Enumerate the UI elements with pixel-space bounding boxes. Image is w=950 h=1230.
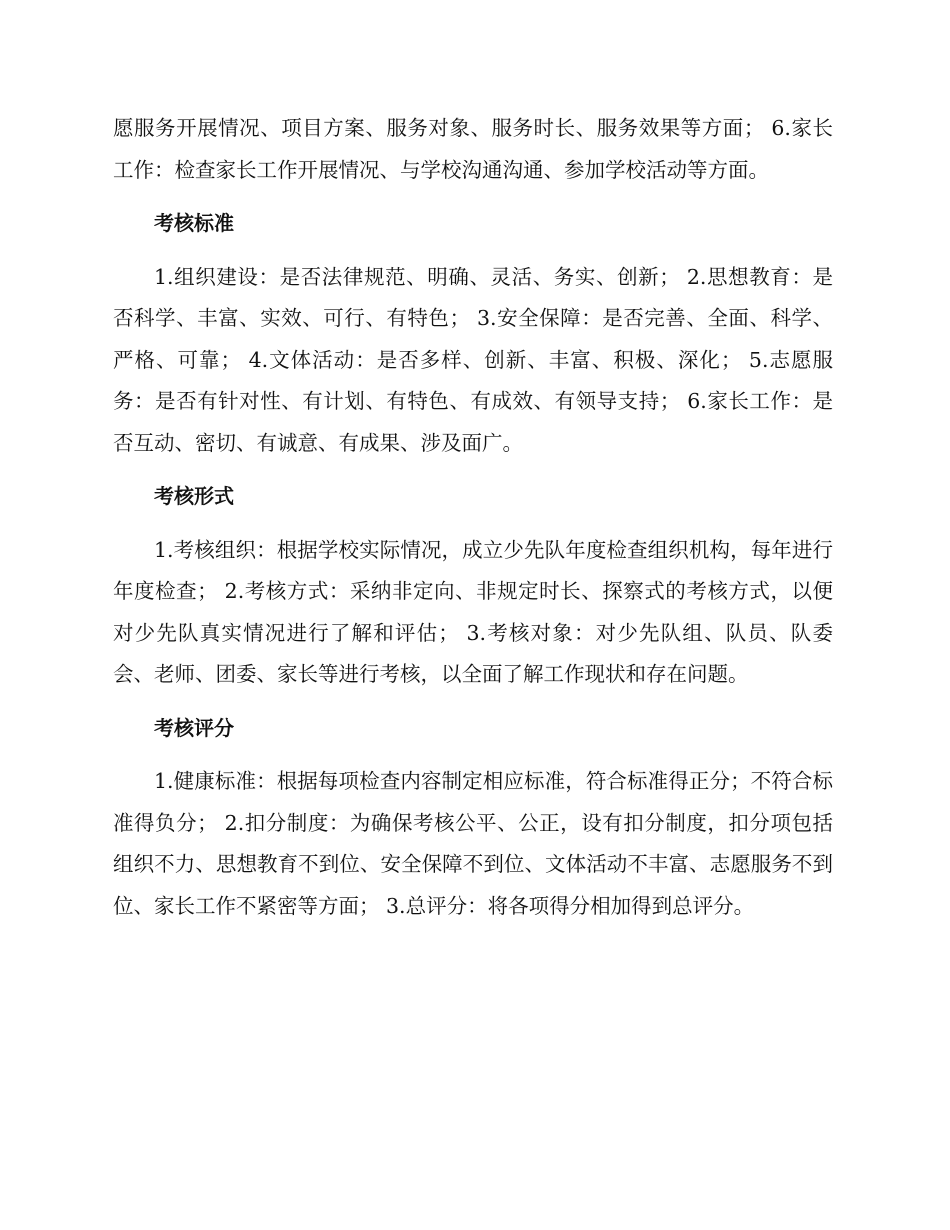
document-page	[113, 108, 833, 927]
intro-paragraph: 愿服务开展情况、项目方案、服务对象、服务时长、服务效果等方面； 6.家长工作：检查家长工作开展情况、与学校沟通沟通、参加学校活动等方面。	[113, 116, 833, 182]
section-body-format: 1.考核组织：根据学校实际情况，成立少先队年度检查组织机构，每年进行年度检查； 2.考核方式：采纳非定向、非规定时长、探察式的考核方式，以便对少先队真实情况进行了解和评估； 3.考核对象：对少先队组、队员、队委会、老师、团委、家长等进行考核，以全面了解工作现状和存在问题。	[113, 537, 833, 686]
section-body-standards: 1.组织建设：是否法律规范、明确、灵活、务实、创新； 2.思想教育：是否科学、丰富、实效、可行、有特色； 3.安全保障：是否完善、全面、科学、严格、可靠； 4.文体活动：是否多样、创新、丰富、积极、深化； 5.志愿服务：是否有针对性、有计划、有特色、有成效、有领导支持； 6.家长工作：是否互动、密切、有诚意、有成果、涉及面广。	[113, 264, 833, 455]
section-heading-scoring: 考核评分	[154, 715, 234, 740]
section-heading-format: 考核形式	[154, 484, 234, 508]
section-body-scoring: 1.健康标准：根据每项检查内容制定相应标准，符合标准得正分；不符合标准得负分； 2.扣分制度：为确保考核公平、公正，设有扣分制度，扣分项包括组织不力、思想教育不到位、安全保障不到位、文体活动不丰富、志愿服务不到位、家长工作不紧密等方面； 3.总评分：将各项得分相加得到总评分。	[113, 769, 833, 918]
section-heading-standards: 考核标准	[154, 211, 234, 235]
